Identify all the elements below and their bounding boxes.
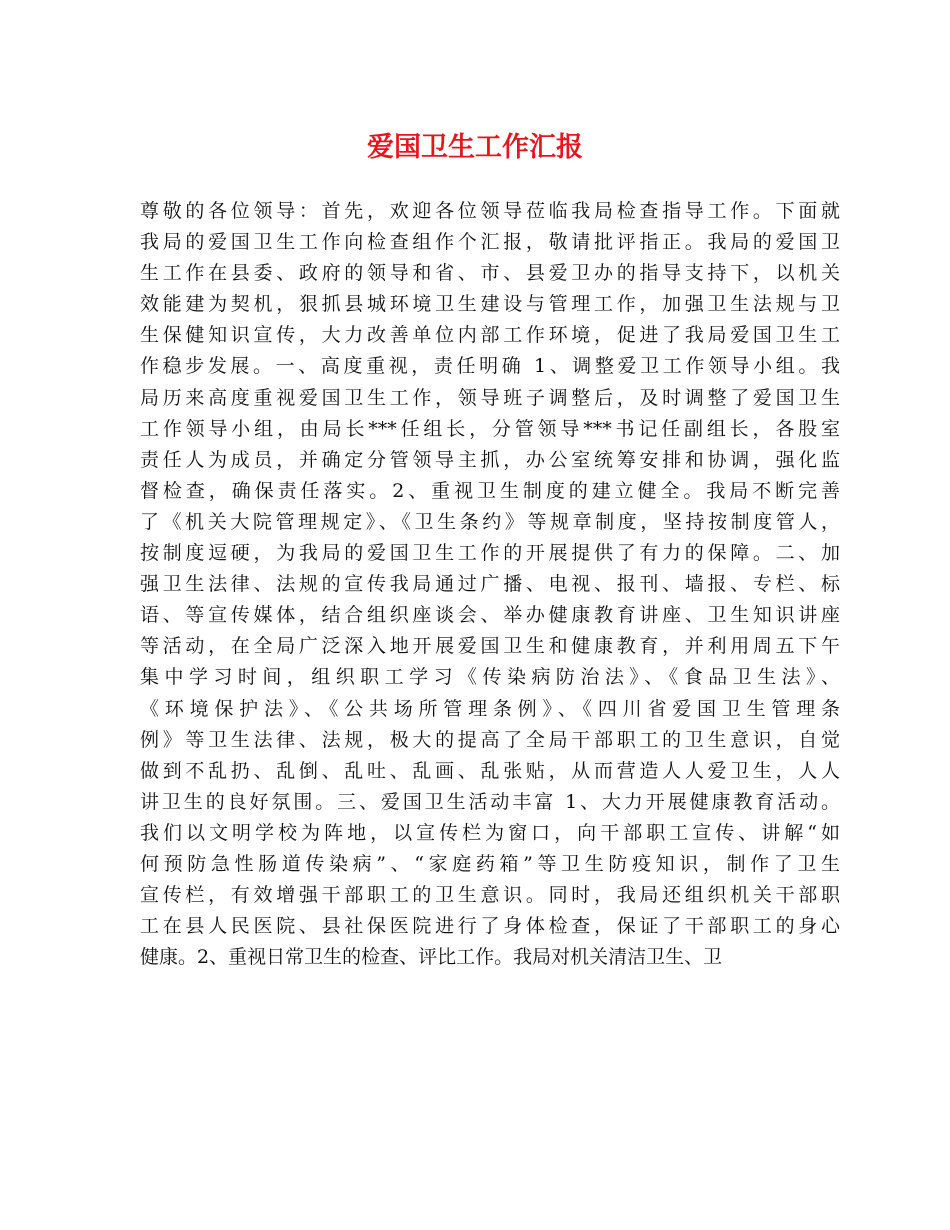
body-line: 等活动，在全局广泛深入地开展爱国卫生和健康教育，并利用周五下午 [140, 635, 840, 658]
body-line: 生工作在县委、政府的领导和省、市、县爱卫办的指导支持下，以机关 [140, 262, 840, 285]
document-title: 爱国卫生工作汇报 [367, 132, 583, 163]
body-line: 我局的爱国卫生工作向检查组作个汇报，敬请批评指正。我局的爱国卫 [140, 231, 840, 254]
body-line: 尊敬的各位领导：首先，欢迎各位领导莅临我局检查指导工作。下面就 [140, 200, 840, 222]
body-line: 《环境保护法》、《公共场所管理条例》、《四川省爱国卫生管理条 [140, 697, 840, 720]
body-line: 宣传栏，有效增强干部职工的卫生意识。同时，我局还组织机关干部职 [140, 884, 840, 907]
body-line: 作稳步发展。一、高度重视，责任明确 1、调整爱卫工作领导小组。我 [140, 355, 840, 378]
body-line: 讲卫生的良好氛围。三、爱国卫生活动丰富 1、大力开展健康教育活动。 [140, 790, 840, 813]
body-line: 局历来高度重视爱国卫生工作，领导班子调整后，及时调整了爱国卫生 [140, 386, 840, 409]
body-line: 按制度逗硬，为我局的爱国卫生工作的开展提供了有力的保障。二、加 [140, 542, 840, 565]
body-line: 集中学习时间，组织职工学习《传染病防治法》、《食品卫生法》、 [140, 666, 840, 689]
body-line: 效能建为契机，狠抓县城环境卫生建设与管理工作，加强卫生法规与卫 [140, 293, 840, 316]
body-line: 责任人为成员，并确定分管领导主抓，办公室统筹安排和协调，强化监 [140, 448, 840, 471]
body-line: 何预防急性肠道传染病”、“家庭药箱”等卫生防疫知识，制作了卫生 [140, 852, 840, 875]
body-line: 工在县人民医院、县社保医院进行了身体检查，保证了干部职工的身心 [140, 915, 840, 938]
body-line: 健康。2、重视日常卫生的检查、评比工作。我局对机关清洁卫生、卫 [140, 946, 723, 969]
body-line: 我们以文明学校为阵地，以宣传栏为窗口，向干部职工宣传、讲解“如 [140, 821, 840, 844]
body-line: 生保健知识宣传，大力改善单位内部工作环境，促进了我局爱国卫生工 [140, 324, 840, 347]
body-line: 工作领导小组，由局长***任组长，分管领导***书记任副组长，各股室 [140, 417, 840, 440]
body-line: 做到不乱扔、乱倒、乱吐、乱画、乱张贴，从而营造人人爱卫生，人人 [140, 759, 840, 782]
body-line: 语、等宣传媒体，结合组织座谈会、举办健康教育讲座、卫生知识讲座 [140, 604, 840, 627]
body-line: 强卫生法律、法规的宣传我局通过广播、电视、报刊、墙报、专栏、标 [140, 573, 840, 596]
document-body [140, 196, 840, 973]
body-line: 例》等卫生法律、法规，极大的提高了全局干部职工的卫生意识，自觉 [140, 728, 840, 751]
body-line: 督检查，确保责任落实。2、重视卫生制度的建立健全。我局不断完善 [140, 479, 840, 502]
body-line: 了《机关大院管理规定》、《卫生条约》等规章制度，坚持按制度管人， [140, 510, 840, 533]
